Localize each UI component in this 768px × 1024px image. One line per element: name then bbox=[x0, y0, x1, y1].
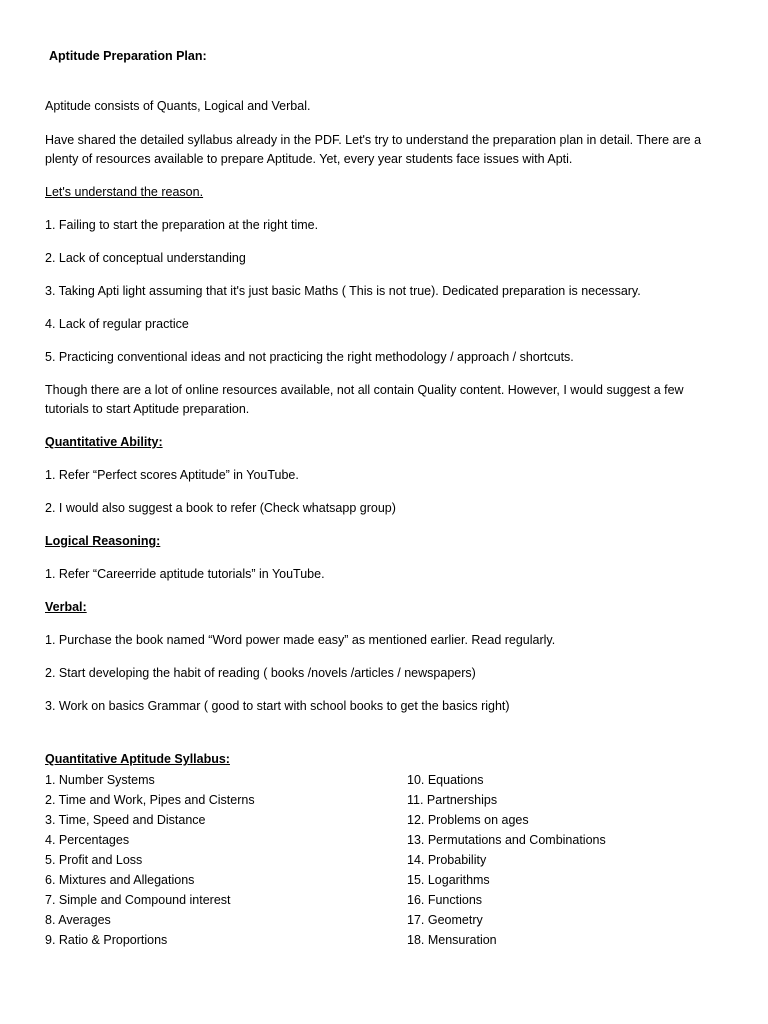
quant-item: 2. I would also suggest a book to refer (Check whatsapp group) bbox=[45, 501, 396, 515]
logical-item: 1. Refer “Careerride aptitude tutorials” in YouTube. bbox=[45, 567, 325, 581]
quant-heading: Quantitative Ability: bbox=[45, 435, 163, 449]
syllabus-note-line-2: plenty of resources available to prepare Aptitude. Yet, every year students face issues with Apti. bbox=[45, 152, 573, 166]
syllabus-right-column bbox=[407, 770, 747, 950]
reason-item: 4. Lack of regular practice bbox=[45, 317, 189, 331]
syllabus-left-column bbox=[45, 770, 385, 950]
syllabus-item: 16. Functions bbox=[407, 893, 483, 907]
syllabus-item: 6. Mixtures and Allegations bbox=[45, 873, 195, 887]
syllabus-item: 4. Percentages bbox=[45, 833, 130, 847]
syllabus-item: 1. Number Systems bbox=[45, 773, 155, 787]
verbal-item: 3. Work on basics Grammar ( good to start with school books to get the basics right) bbox=[45, 699, 510, 713]
verbal-heading: Verbal: bbox=[45, 600, 87, 614]
syllabus-item: 15. Logarithms bbox=[407, 873, 490, 887]
reason-item: 3. Taking Apti light assuming that it's just basic Maths ( This is not true). Dedicated preparation is necessary. bbox=[45, 284, 641, 298]
logical-heading: Logical Reasoning: bbox=[45, 534, 161, 548]
syllabus-item: 10. Equations bbox=[407, 773, 484, 787]
syllabus-item: 11. Partnerships bbox=[407, 793, 498, 807]
syllabus-item: 8. Averages bbox=[45, 913, 111, 927]
syllabus-item: 3. Time, Speed and Distance bbox=[45, 813, 206, 827]
quant-item: 1. Refer “Perfect scores Aptitude” in YouTube. bbox=[45, 468, 299, 482]
syllabus-item: 12. Problems on ages bbox=[407, 813, 529, 827]
reason-item: 5. Practicing conventional ideas and not practicing the right methodology / approach / shortcuts. bbox=[45, 350, 574, 364]
resources-line-1: Though there are a lot of online resources available, not all contain Quality content. However, I would suggest a few bbox=[45, 383, 684, 397]
syllabus-item: 2. Time and Work, Pipes and Cisterns bbox=[45, 793, 255, 807]
reason-item: 1. Failing to start the preparation at the right time. bbox=[45, 218, 319, 232]
syllabus-item: 9. Ratio & Proportions bbox=[45, 933, 168, 947]
syllabus-item: 13. Permutations and Combinations bbox=[407, 833, 606, 847]
resources-line-2: tutorials to start Aptitude preparation. bbox=[45, 402, 250, 416]
syllabus-item: 5. Profit and Loss bbox=[45, 853, 143, 867]
reason-item: 2. Lack of conceptual understanding bbox=[45, 251, 246, 265]
verbal-item: 2. Start developing the habit of reading ( books /novels /articles / newspapers) bbox=[45, 666, 476, 680]
syllabus-item: 7. Simple and Compound interest bbox=[45, 893, 231, 907]
document-title: Aptitude Preparation Plan: bbox=[49, 49, 207, 63]
reason-heading: Let's understand the reason. bbox=[45, 185, 204, 199]
syllabus-item: 18. Mensuration bbox=[407, 933, 497, 947]
syllabus-item: 17. Geometry bbox=[407, 913, 483, 927]
syllabus-note-line-1: Have shared the detailed syllabus already in the PDF. Let's try to understand the preparation plan in detail. There are a bbox=[45, 133, 702, 147]
syllabus-item: 14. Probability bbox=[407, 853, 487, 867]
verbal-item: 1. Purchase the book named “Word power made easy” as mentioned earlier. Read regularly. bbox=[45, 633, 556, 647]
intro-paragraph: Aptitude consists of Quants, Logical and Verbal. bbox=[45, 99, 311, 113]
syllabus-heading: Quantitative Aptitude Syllabus: bbox=[45, 752, 230, 766]
